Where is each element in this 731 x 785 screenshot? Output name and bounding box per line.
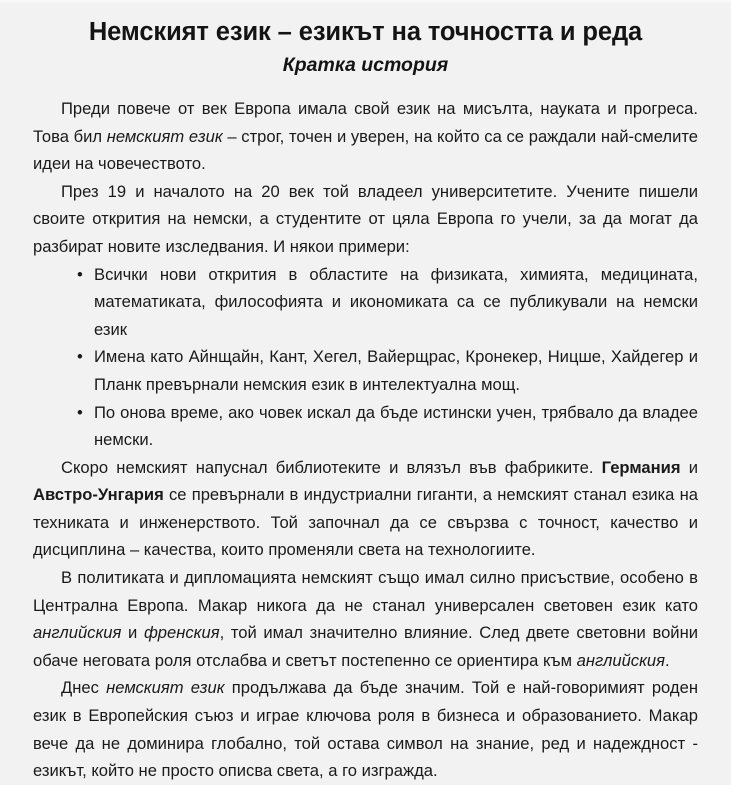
paragraph-industry-conjunction: и bbox=[680, 457, 699, 477]
paragraph-industry-part1: Скоро немският напуснал библиотеките и влязъл във фабриките. bbox=[61, 457, 602, 477]
paragraph-politics-part2: , той имал значително влияние. След двете световни войни обаче неговата роля отслабва и светът постепенно се ориентира към bbox=[33, 623, 698, 670]
list-item: • Всички нови открития в областите на физиката, химията, медицината, математиката, философията и икономиката са се публикували на немски език bbox=[78, 261, 698, 344]
country-austria-hungary: Австро-Унгария bbox=[33, 485, 164, 505]
paragraph-politics bbox=[33, 564, 698, 674]
paragraph-industry bbox=[33, 454, 698, 564]
paragraph-intro-part1: Преди повече от век Европа имала свой език на мисълта, науката и прогреса. Това бил bbox=[33, 98, 698, 146]
list-item: • По онова време, ако човек искал да бъде истински учен, трябвало да владее немски. bbox=[78, 399, 698, 454]
paragraph-politics-part3: . bbox=[665, 650, 670, 670]
language-english-1: английския bbox=[33, 623, 122, 643]
language-english-2: английския bbox=[576, 650, 666, 670]
language-french: френския bbox=[143, 623, 220, 643]
examples-list bbox=[33, 261, 698, 454]
paragraph-today-part1: Днес bbox=[61, 678, 107, 698]
paragraph-today-part2: продължава да бъде значим. Той е най-говоримият роден език в Европейския съюз и играе ключова роля в бизнеса и образованието. Макар вече да не доминира глобално, той остава символ на знание, ред и надеждност - езикът, който не просто описва света, а го изгражда. bbox=[33, 678, 698, 781]
list-item: • Имена като Айнщайн, Кант, Хегел, Вайерщрас, Кронекер, Ницше, Хайдегер и Планк превърнали немския език в интелектуална мощ. bbox=[78, 343, 698, 398]
paragraph-politics-part1: В политиката и дипломацията немският също имал силно присъствие, особено в Централна Европа. Макар никога да не станал универсален световен език като bbox=[33, 568, 698, 615]
paragraph-today bbox=[33, 674, 698, 784]
paragraph-today-emphasis: немският език bbox=[106, 678, 225, 698]
page-subtitle: Кратка история bbox=[282, 53, 449, 76]
paragraph-politics-conjunction: и bbox=[121, 623, 144, 643]
paragraph-intro bbox=[33, 95, 698, 178]
document-body bbox=[33, 95, 698, 785]
paragraph-intro-emphasis: немският език bbox=[106, 126, 223, 146]
country-germany: Германия bbox=[601, 457, 681, 477]
page-title: Немският език – езикът на точността и реда bbox=[88, 18, 643, 46]
paragraph-intro-part2: – строг, точен и уверен, на който са се раждали най-смелите идеи на човечеството. bbox=[33, 126, 698, 174]
paragraph-universities: През 19 и началото на 20 век той владеел университетите. Учените пишели своите открития на немски, а студентите от цяла Европа го учели, за да могат да разбират новите изследвания. И някои примери: bbox=[33, 181, 698, 256]
paragraph-industry-part2: се превърнали в индустриални гиганти, а немският станал езика на техниката и инженерството. Той започнал да се свързва с точност, качество и дисциплина – качества, които променяли света на технологиите. bbox=[33, 485, 698, 560]
